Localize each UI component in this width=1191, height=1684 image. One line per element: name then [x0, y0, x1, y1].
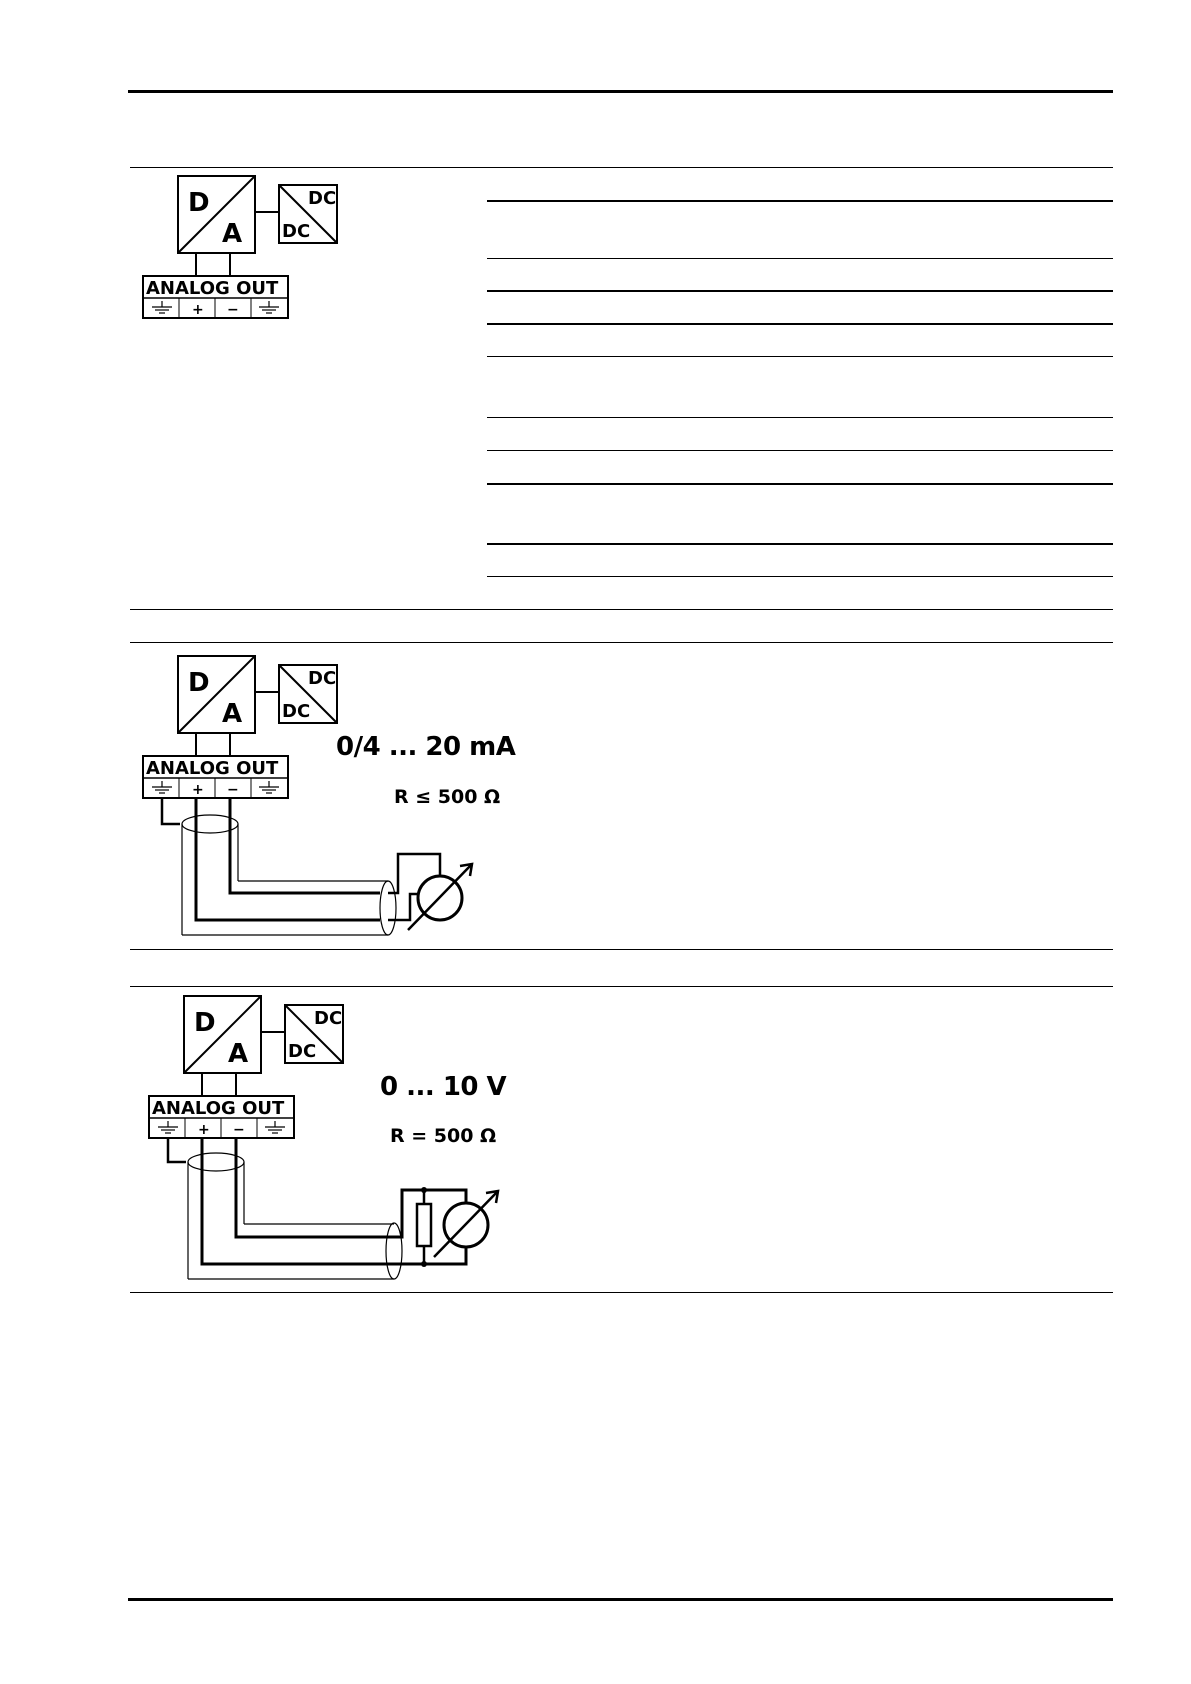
spec-row-rule: [487, 483, 1113, 485]
resistor-icon: [417, 1187, 431, 1267]
spec-row-rule: [487, 323, 1113, 325]
shield-ground-wire: [162, 798, 180, 824]
footer-rule: [128, 1598, 1113, 1601]
current-output-wiring-diagram: [140, 654, 520, 940]
cable-shield: [188, 1153, 402, 1279]
terminal-minus-label: −: [227, 782, 239, 798]
spec-row-rule: [487, 258, 1113, 259]
dcdc-bottom-label: DC: [282, 701, 311, 722]
section-rule: [130, 1292, 1113, 1293]
terminal-minus-label: −: [233, 1122, 245, 1138]
spec-row-rule: [487, 417, 1113, 418]
current-range-label: 0/4 ... 20 mA: [336, 732, 516, 762]
converter-top-letter: D: [188, 188, 210, 218]
section-rule: [130, 642, 1113, 643]
terminal-title: ANALOG OUT: [146, 758, 279, 779]
dcdc-top-label: DC: [314, 1008, 343, 1029]
converter-bottom-letter: A: [222, 699, 243, 729]
spec-row-rule: [487, 543, 1113, 545]
dcdc-bottom-label: DC: [282, 221, 311, 242]
dcdc-bottom-label: DC: [288, 1041, 317, 1062]
section-rule: [130, 609, 1113, 610]
spec-row-rule: [487, 200, 1113, 202]
voltage-output-wiring-diagram: [146, 994, 526, 1284]
spec-row-rule: [487, 356, 1113, 357]
terminal-plus-label: +: [192, 782, 204, 798]
dcdc-top-label: DC: [308, 188, 337, 209]
analog-output-block-diagram: [140, 174, 350, 320]
voltage-load-label: R = 500 Ω: [390, 1125, 497, 1147]
converter-top-letter: D: [188, 668, 210, 698]
section-rule: [130, 986, 1113, 987]
spec-row-rule: [487, 450, 1113, 451]
shield-ground-wire: [168, 1138, 186, 1162]
section-rule: [130, 167, 1113, 168]
converter-bottom-letter: A: [222, 219, 243, 249]
header-rule: [128, 90, 1113, 93]
minus-wire: [230, 798, 380, 893]
spec-row-rule: [487, 290, 1113, 292]
terminal-minus-label: −: [227, 302, 239, 318]
cable-shield: [182, 815, 396, 935]
section-rule: [130, 949, 1113, 950]
terminal-title: ANALOG OUT: [152, 1098, 285, 1119]
current-load-label: R ≤ 500 Ω: [394, 786, 501, 808]
converter-bottom-letter: A: [228, 1039, 249, 1069]
terminal-title: ANALOG OUT: [146, 278, 279, 299]
converter-top-letter: D: [194, 1008, 216, 1038]
terminal-plus-label: +: [192, 302, 204, 318]
terminal-plus-label: +: [198, 1122, 210, 1138]
spec-row-rule: [487, 576, 1113, 577]
dcdc-top-label: DC: [308, 668, 337, 689]
voltage-range-label: 0 ... 10 V: [380, 1072, 507, 1102]
meter-wire-return: [388, 894, 418, 920]
